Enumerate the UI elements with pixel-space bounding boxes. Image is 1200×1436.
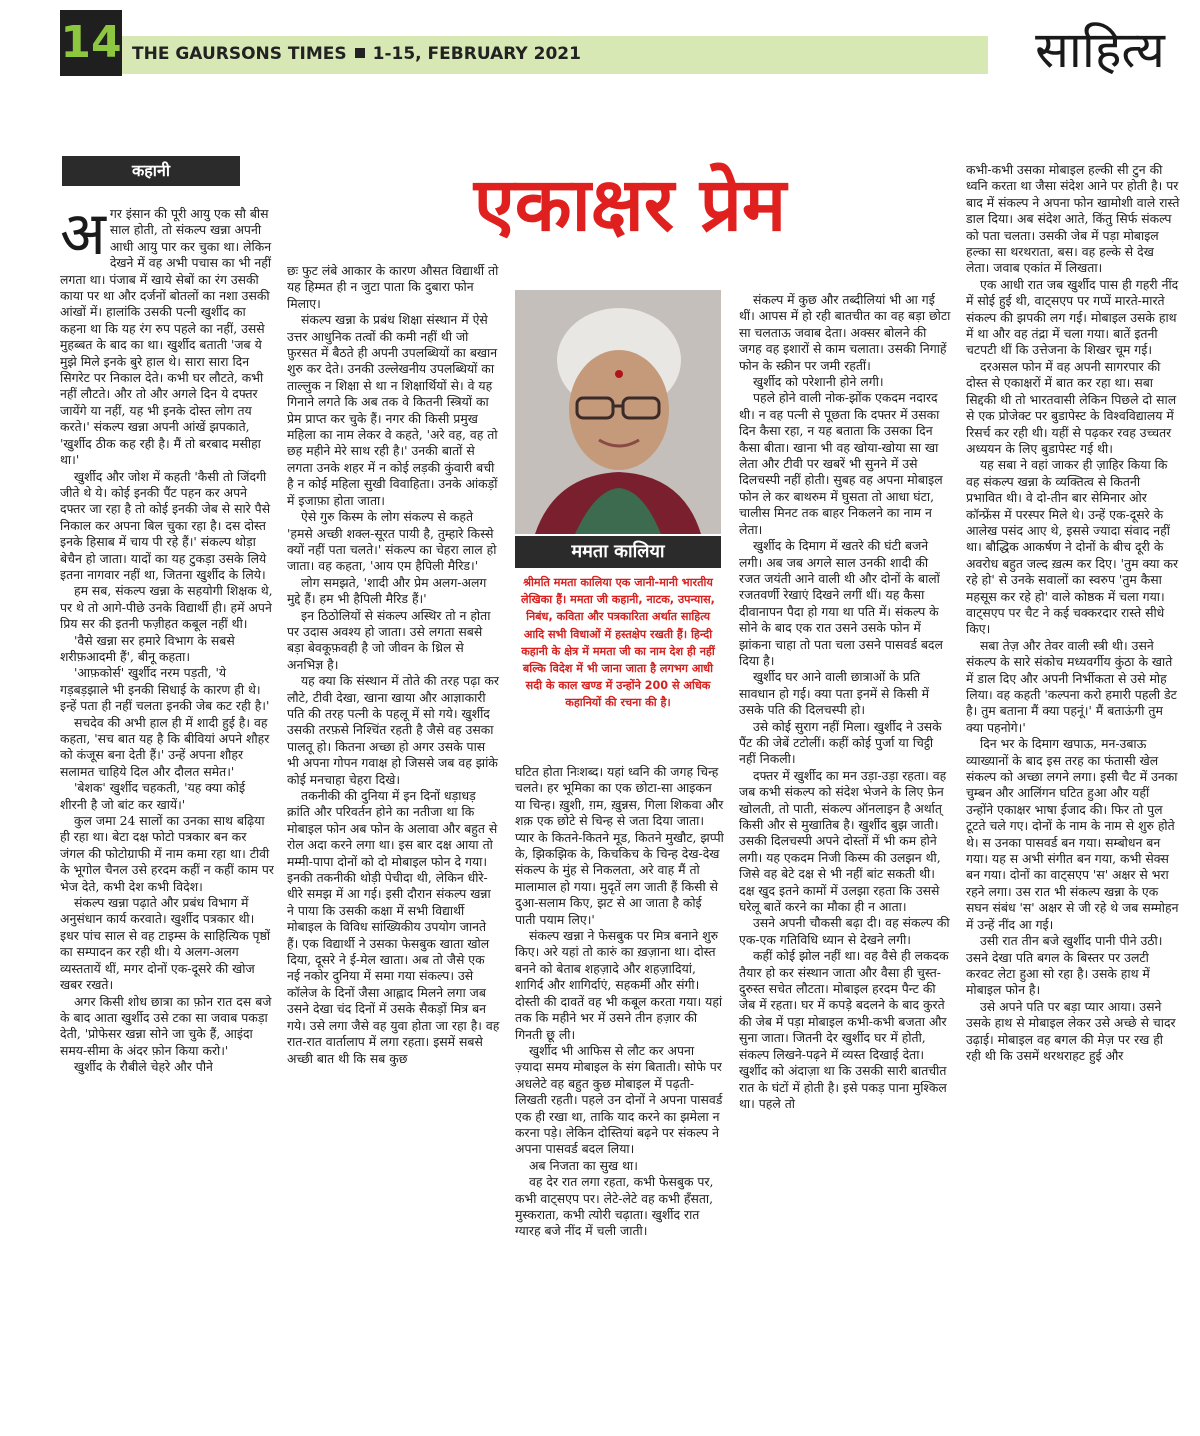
paragraph: खुर्शीद के दिमाग में खतरे की घंटी बजने लगी। अब जब अगले साल उनकी शादी की रजत जयंती आने वाली थी और दोनों के बालों रजतवर्णी रेखाएं दिखने लगीं थीं। यह कैसा दीवानापन पैदा हो गया था पति में। संकल्प के सोने के बाद एक रात उसने उसके फोन में झांकना चाहा तो पता चला उसने पासवर्ड बदल दिया है। <box>739 538 943 668</box>
paragraph: उसे अपने पति पर बड़ा प्यार आया। उसने उसके हाथ से मोबाइल लेकर उसे अच्छे से चादर उढ़ाई। मोबाइल वह बगल की मेज़ पर रख ही रही थी कि उसमें थरथराहट हुई और <box>966 998 1176 1063</box>
paragraph: हम सब, संकल्प खन्ना के सहयोगी शिक्षक थे, पर थे तो आगे-पीछे उनके विद्यार्थी ही। हमें अपने प्रिय सर की इतनी फज़ीहत कबूल नहीं थी। <box>60 583 273 632</box>
paragraph: कभी-कभी उसका मोबाइल हल्की सी टुन की ध्वनि करता था जैसा संदेश आने पर होती है। पर बाद में संकल्प ने अपना फोन खामोशी वाले रास्ते डाल दिया। अब संदेश आते, किंतु सिर्फ संकल्प को पता चलता। उसकी जेब में पड़ा मोबाइल हल्का सा थरथराता, बस। वह हल्के से देख लेता। जवाब एकांत में लिखता। <box>966 162 1180 276</box>
paragraph: घटित होता निःशब्द। यहां ध्वनि की जगह चिन्ह चलते। हर भूमिका का एक छोटा-सा आइकन या चिन्ह। ख़ुशी, ग़म, ख़ुन्नस, गिला शिकवा और शक़ एक छोटे से चिन्ह से जता दिया जाता। प्यार के कितने-कितने मूड, कितने मुखौट, झप्पी के, झिकझिक के, किचकिच के चिन्ह देख-देख संकल्प के मुंह से निकलता, अरे वाह मैं तो मालामाल हो गया। मुदृतें लग जाती हैं किसी से दुआ-सलाम किए, झट से आ जाता है कोई पाती पयाम लिए।' <box>515 764 724 927</box>
paragraph: कुल जमा 24 सालों का उनका साथ बढ़िया ही रहा था। बेटा दक्ष फोटो पत्रकार बन कर जंगल की फोटोग्राफी में नाम कमा रहा था। टीवी के भूगोल चैनल उसे हरदम कहीं न कहीं काम पर भेज देते, कभी देश कभी विदेश। <box>60 813 274 894</box>
story-column-1 <box>60 206 274 1432</box>
paragraph: एक आधी रात जब खुर्शीद पास ही गहरी नींद में सोई हुई थी, वाट्सएप पर गप्पें मारते-मारते संकल्प की झपकी लग गई। मोबाइल उसके हाथ में था और वह तंद्रा में चला गया। बातें इतनी चटपटी थीं कि उत्तेजना के शिखर चूम गई। <box>966 276 1179 358</box>
paragraph: पहले होने वाली नोक-झोंक एकदम नदारद थी। न वह पत्नी से पूछता कि दफ्तर में उसका दिन कैसा रहा, न यह बताता कि उसका दिन कैसा बीता। खाना भी वह खोया-खोया सा खा लेता और टीवी पर खबरें भी सुनने में उसे दिलचस्पी नहीं होती। सुबह वह अपना मोबाइल फोन ले कर बाथरुम में घुसता तो आधा घंटा, चालीस मिनट तक बाहर निकलने का नाम न लेता। <box>739 390 943 537</box>
paragraph: संकल्प में कुछ और तब्दीलियां भी आ गई थीं। आपस में हो रही बातचीत का वह बड़ा छोटा सा चलताऊ जवाब देता। अक्सर बोलने की जगह वह इशारों से काम चलाता। उसकी निगाहें फोन के स्क्रीन पर जमी रहतीं। <box>739 292 951 373</box>
paragraph: गर इंसान की पूरी आयु एक सौ बीस साल होती, तो संकल्प खन्ना अपनी आधी आयु पार कर चुका था। लेकिन देखने में वह अभी पचास का भी नहीं लगता था। पंजाब में खाये सेबों का रंग उसकी काया पर था और दर्जनों बोतलों का नशा उसकी आंखों में। हालांकि उसकी पत्नी खुर्शीद का कहना था कि यह रंग रुप पहले का नहीं, उससे मुहब्बत के बाद का था। खुर्शीद बताती 'जब ये मुझे मिले इनके बुरे हाल थे। सारा सारा दिन सिगरेट पर निकाल देते। कभी घर लौटते, कभी नहीं लौटते। और तो और अगले दिन ये दफ्तर जायेंगे या नहीं, यह भी इनके दोस्त लोग तय करते।' संकल्प खन्ना अपनी आंखें झपकाते, 'खुर्शीद ठीक कह रही है। मैं तो बरबाद मसीहा था।' <box>60 206 272 468</box>
drop-cap: अ <box>60 206 106 269</box>
paragraph: यह सबा ने वहां जाकर ही ज़ाहिर किया कि वह संकल्प खन्ना के व्यक्तित्व से कितनी प्रभावित थी। वे दो-तीन बार सेमिनार ओर कॉन्फ्रेंस में परस्पर मिले थे। उन्हें एक-दूसरे के आलेख पसंद आए थे, इससे ज्यादा संवाद नहीं था। बौद्धिक आकर्षण ने दोनों के बीच दूरी के अवरोध बहुत जल्द ख़त्म कर दिए। 'तुम क्या कर रहे हो' से उनके सवालों का स्वरुप 'तुम कैसा महसूस कर रहे हो' वाले कोष्ठक में चला गया। वाट्सएप पर चैट ने कई चक्करदार रास्ते सीधे किए। <box>966 457 1179 637</box>
paragraph: उसने अपनी चौकसी बढ़ा दी। वह संकल्प की एक-एक गतिविधि ध्यान से देखने लगी। <box>739 915 950 947</box>
story-title: एकाक्षर प्रेम <box>473 162 787 248</box>
paragraph: खुर्शीद के रौबीले चेहरे और पौने <box>74 1059 213 1075</box>
paragraph: दफ्तर में खुर्शीद का मन उड़ा-उड़ा रहता। वह जब कभी संकल्प को संदेश भेजने के लिए फ़ेन खोलती, तो पाती, संकल्प ऑनलाइन है अर्थात् किसी और से मुखातिब है। खुर्शीद बुझ जाती। उसकी दिलचस्पी अपने दोस्तों में भी कम होने लगी। यह एकदम निजी किस्म की उलझन थी, जिसे वह बेटे दक्ष से भी नहीं बांट सकती थी। दक्ष खुद इतने कामों में उलझा रहता कि उससे घरेलू बातें करने का मौका ही न आता। <box>739 767 947 915</box>
page-number: 14 <box>60 10 122 76</box>
paragraph: 'आफ़कोर्स' खुर्शीद नरम पड़ती, 'ये गड़बड़झाले भी इनकी सिधाई के कारण ही थे। इन्हें पता ही नहीं चलता इनकी जेब कट रही है।' <box>60 665 270 714</box>
story-column-2 <box>287 263 501 1432</box>
paragraph: खुर्शीद और जोश में कहती 'कैसी तो जिंदगी जीते थे ये। कोई इनकी पैंट पहन कर अपने दफ्तर जा रहा है तो कोई इनकी जेब से सारे पैसे निकाल कर अपना बिल चुका रहा है। दस दोस्त इनके हिसाब में चाय पी रहे हैं।' संकल्प थोड़ा बेचैन हो जाता। यादों का यह टुकड़ा उसके लिये इतना नागवार नहीं था, जितना खुर्शीद के लिये। <box>60 468 271 582</box>
paragraph: उसे कोई सुराग नहीं मिला। खुर्शीद ने उसके पैंट की जेबें टटोलीं। कहीं कोई पुर्जा या चिट्ठी नहीं निकली। <box>739 718 942 767</box>
paragraph: सचदेव की अभी हाल ही में शादी हुई है। वह कहता, 'सच बात यह है कि बीवियां अपने शौहर को कंजूस बना देती हैं।' उन्हें अपना शौहर सलामत चाहिये दिल और दौलत समेत।' <box>60 714 270 779</box>
author-bio: श्रीमति ममता कालिया एक जानी-मानी भारतीय लेखिका हैं। ममता जी कहानी, नाटक, उपन्यास, निबंध, कविता और पत्रकारिता अर्थात साहित्य आदि सभी विधाओं में हस्तक्षेप रखती हैं। हिन्दी कहानी के क्षेत्र में ममता जी का नाम देश ही नहीं बल्कि विदेश में भी जाना जाता है लगभग आधी सदी के काल खण्ड में उन्होंने 200 से अधिक कहानियों की रचना की है। <box>521 576 715 710</box>
story-column-3 <box>515 764 725 1432</box>
paragraph: खुर्शीद को परेशानी होने लगी। <box>753 374 884 390</box>
paragraph: दिन भर के दिमाग खपाऊ, मन-उबाऊ व्याख्यानों के बाद इस तरह का फंतासी खेल संकल्प को अच्छा लगने लगा। इसी चैट में उनका चुम्बन और आलिंगन घटित हुआ और यहीं उन्होंने एकाक्षर भाषा ईजाद की। फिर तो पुल टूटते चले गए। दोनों के नाम के नाम से शुरु होते थे। स उनका पासवर्ड बन गया। सम्बोधन बन गया। यह स अभी संगीत बन गया, कभी सेक्स बन गया। दोनों का वाट्सएप 'स' अक्षर से भरा रहने लगा। उस रात भी संकल्प खन्ना के एक सघन संबंध 'स' अक्षर से जी रहे थे जब सम्मोहन में उन्हें नींद आ गई। <box>966 736 1179 932</box>
paragraph: खुर्शीद भी आफिस से लौट कर अपना ज़्यादा समय मोबाइल के संग बिताती। सोफे पर अधलेटे वह बहुत कुछ मोबाइल में पढ़ती-लिखती रहती। पहले उन दोनों ने अपना पासवर्ड एक ही रखा था, ताकि याद करने का झमेला न करना पड़े। लेकिन दोस्तियां बढ़ने पर संकल्प ने अपना पासवर्ड बदल लिया। <box>515 1042 723 1157</box>
paragraph: तकनीकी की दुनिया में इन दिनों धड़ाधड़ क्रांति और परिवर्तन होने का नतीजा था कि मोबाइल फोन अब फोन के अलावा और बहुत से रोल अदा करने लगा था। इस बार दक्ष आया तो मम्मी-पापा दोनों को दो मोबाइल फोन दे गया। इनकी तकनीकी थोड़ी पेचीदा थी, लेकिन धीरे-धीरे समझ में आ गई। इसी दौरान संकल्प खन्ना ने पाया कि उसकी कक्षा में सभी विद्यार्थी मोबाइल के विविध सांख्यिकीय उपयोग जानते हैं। एक विद्यार्थी ने उसका फेसबुक खाता खोल दिया, दूसरे ने ई-मेल खाता। अब तो जैसे एक नई नकोर दुनिया में समा गया संकल्प। उसे कॉलेज के दिनों जैसा आह्लाद मिलने लगा जब उसने देखा चंद दिनों में उसके सैकड़ों मित्र बन गये। उसे लगा जैसे वह युवा होता जा रहा है। वह रात-रात वार्तालाप में लगा रहता। इसमें सबसे अच्छी बात थी कि सब कुछ <box>287 788 500 1066</box>
author-name: ममता कालिया <box>515 536 721 568</box>
paragraph: छः फुट लंबे आकार के कारण औसत विद्यार्थी तो यह हिम्मत ही न जुटा पाता कि दुबारा फोन मिलाए। <box>287 263 499 311</box>
paragraph: संकल्प खन्ना के प्रबंध शिक्षा संस्थान में ऐसे उत्तर आधुनिक तत्वों की कमी नहीं थी जो फ़ुरसत में बैठते ही अपनी उपलब्धियों का बखान शुरु कर देते। उनकी उल्लेखनीय उपलब्धियों का ताल्लुक न शिक्षा से था न शिक्षार्थियों से। वे यह गिनाने लगते कि अब तक वे कितनी स्त्रियों का प्रेम प्राप्त कर चुके हैं। नगर की किसी प्रमुख महिला का नाम लेकर वे कहते, 'अरे वह, वह तो छह महीने मेरे साथ रही है।' उनकी बातों से लगता उनके शहर में न कोई लड़की कुंवारी बची है न कोई महिला सुखी विवाहिता। उनके आंकड़ों में इजाफ़ा होता जाता। <box>287 312 498 508</box>
paragraph: सबा तेज़ और तेवर वाली स्त्री थी। उसने संकल्प के सारे संकोच मध्यवर्गीय कुंठा के खाते में डाल दिए और अपनी निर्भीकता से उसे मोह लिया। वह कहती 'कल्पना करो हमारी पहली डेट है। तुम बताना मैं क्या पहनूं।' मैं बताऊंगी तुम क्या पहनोगे।' <box>966 637 1177 735</box>
paragraph: 'वैसे खन्ना सर हमारे विभाग के सबसे शरीफ़आदमी हैं', बीनू कहता। <box>60 632 235 664</box>
paragraph: इन ठिठोलियों से संकल्प अस्थिर तो न होता पर उदास अवश्य हो जाता। उसे लगता सबसे बड़ा बेवकूफ़वही है जो जीवन के थ्रिल से अनभिज्ञ है। <box>287 607 491 672</box>
paragraph: संकल्प खन्ना ने फेसबुक पर मित्र बनाने शुरु किए। अरे यहां तो कारुं का ख़ज़ाना था। दोस्त बनने को बेताब शहज़ादे और शहज़ादियां, शागिर्द और शागिर्दाएं, सहकर्मी और संगी। दोस्ती की दावतें वह भी कबूल करता गया। यहां तक कि महीने भर में उसने तीन हज़ार की गिनती छू ली। <box>515 928 723 1042</box>
author-photo <box>515 290 721 534</box>
paragraph: अगर किसी शोध छात्रा का फ़ोन रात दस बजे के बाद आता खुर्शीद उसे टका सा जवाब पकड़ा देती, 'प्रोफेसर खन्ना सोने जा चुके हैं, आइंदा समय-सीमा के अंदर फ़ोन किया करो।' <box>60 993 272 1058</box>
paragraph: 'बेशक' खुर्शीद चहकती, 'यह क्या कोई शीरनी है जो बांट कर खायें।' <box>60 780 246 812</box>
paragraph: ऐसे गुरु किस्म के लोग संकल्प से कहते 'हमसे अच्छी शक्ल-सूरत पायी है, तुम्हारे किस्से क्यों नहीं पता चलते।' संकल्प का चेहरा लाल हो जाता। वह कहता, 'आय एम हैपिली मैरिड।' <box>287 509 497 574</box>
story-column-4 <box>739 292 951 1432</box>
paragraph: वह देर रात लगा रहता, कभी फेसबुक पर, कभी वाट्सएप पर। लेटे-लेटे वह कभी हँसता, मुस्कराता, कभी त्योरी चढ़ाता। खुर्शीद रात ग्यारह बजे नींद में चली जाती। <box>515 1174 714 1239</box>
section-title: साहित्य <box>1035 21 1165 79</box>
paragraph: खुर्शीद घर आने वाली छात्राओं के प्रति सावधान हो गई। क्या पता इनमें से किसी में उसके पति की दिलचस्पी हो। <box>739 669 930 718</box>
paragraph: संकल्प खन्ना पढ़ाते और प्रबंध विभाग में अनुसंधान कार्य करवाते। खुर्शीद पत्रकार थी। इधर पांच साल से वह टाइम्स के साहित्यिक पृष्ठों का सम्पादन कर रही थी। ये अलग-अलग व्यस्ततायें थीं, मगर दोनों एक-दूसरे की खोज खबर रखते। <box>60 895 271 993</box>
newspaper-name: THE GAURSONS TIMES <box>132 44 347 64</box>
bullet-square-icon <box>355 48 365 58</box>
paragraph: कहीं कोई झोल नहीं था। वह वैसे ही लकदक तैयार हो कर संस्थान जाता और वैसा ही चुस्त-दुरुस्त सचेत लौटता। मोबाइल हरदम पैन्ट की जेब में रहता। घर में कपड़े बदलने के बाद कुरते की जेब में पड़ा मोबाइल कभी-कभी बजता और सुना जाता। जितनी देर खुर्शीद घर में होती, संकल्प लिखने-पढ़ने में व्यस्त दिखाई देता। खुर्शीद को अंदाज़ा था कि उसकी सारी बातचीत रात के घंटों में होती है। इसे पकड़ पाना मुश्किल था। पहले तो <box>739 948 949 1111</box>
section-tab: कहानी <box>62 156 240 186</box>
paragraph: अब निजता का सुख था। <box>529 1157 638 1173</box>
masthead <box>132 44 581 64</box>
paragraph: उसी रात तीन बजे खुर्शीद पानी पीने उठी। उसने देखा पति बगल के बिस्तर पर उलटी करवट लेटा हुआ सो रहा है। उसके हाथ में मोबाइल फोन है। <box>966 933 1163 998</box>
author-portrait-illustration <box>515 290 721 534</box>
paragraph: यह क्या कि संस्थान में तोते की तरह पढ़ा कर लौटे, टीवी देखा, खाना खाया और आज्ञाकारी पति की तरह पत्नी के पहलू में सो गये। खुर्शीद उसकी तरफ़से निश्चिंत रहती है जैसे वह उसका पालतू हो। कितना अच्छा हो अगर उसके पास भी अपना गोपन गवाक्ष हो जिससे जब वह झांके कोई मनचाहा चेहरा दिखे। <box>287 673 499 787</box>
paragraph: दरअसल फोन में वह अपनी सागरपार की दोस्त से एकाक्षरों में बात कर रहा था। सबा सिद्दकी थी तो भारतवासी लेकिन पिछले दो साल से एक प्रोजेक्ट पर बुडापेस्ट के विश्वविद्यालय में रिसर्च कर रही थी। यहीं से पढ़कर रवह उच्चतर अध्ययन के लिए बुडापेस्ट गई थी। <box>966 358 1177 456</box>
story-column-5 <box>966 162 1180 1432</box>
issue-date: 1-15, FEBRUARY 2021 <box>372 44 581 64</box>
paragraph: लोग समझते, 'शादी और प्रेम अलग-अलग मुद्दे हैं। हम भी हैपिली मैरिड हैं।' <box>287 574 487 607</box>
